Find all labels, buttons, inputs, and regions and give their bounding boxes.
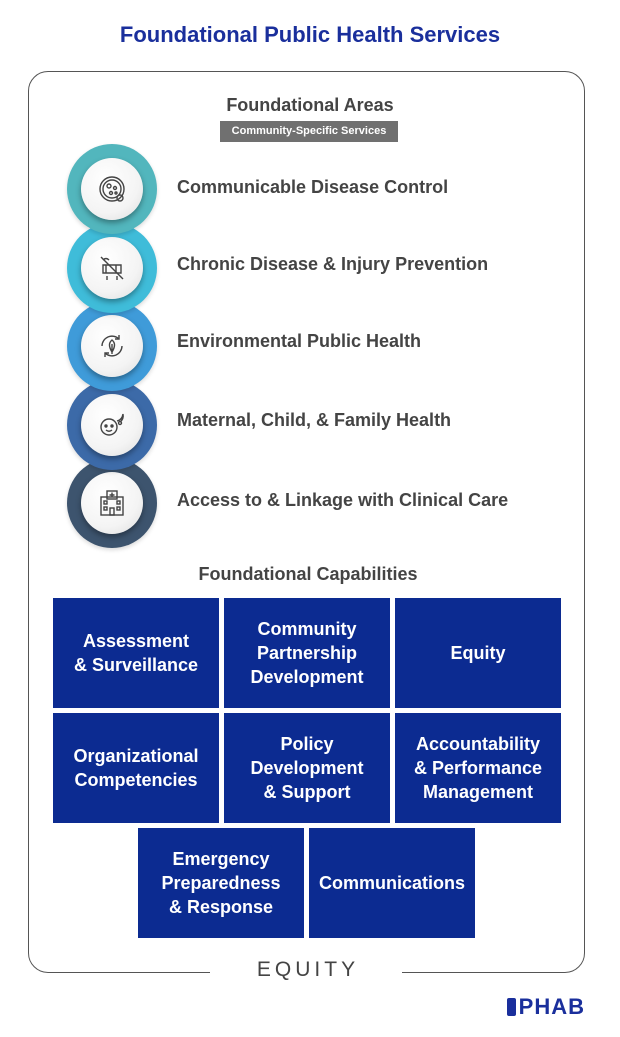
baby-stethoscope-icon: [94, 407, 130, 443]
community-specific-badge: Community-Specific Services: [220, 121, 398, 142]
capability-policy: Policy Development & Support: [224, 713, 390, 823]
hospital-icon: [94, 485, 130, 521]
capability-organizational: Organizational Competencies: [53, 713, 219, 823]
page-title: Foundational Public Health Services: [119, 22, 501, 47]
area-label-communicable-disease: Communicable Disease Control: [177, 177, 449, 197]
area-ring-maternal-child: [67, 380, 157, 470]
leaf-cycle-icon: [94, 328, 130, 364]
capability-assessment: Assessment & Surveillance: [53, 598, 219, 708]
area-label-clinical-care: Access to & Linkage with Clinical Care: [177, 490, 509, 510]
equity-label: EQUITY: [256, 958, 360, 981]
capability-emergency: Emergency Preparedness & Response: [138, 828, 304, 938]
no-smoking-icon: [94, 250, 130, 286]
capability-equity: Equity: [395, 598, 561, 708]
logo-mark-icon: [507, 998, 516, 1016]
area-label-maternal-child: Maternal, Child, & Family Health: [177, 410, 452, 430]
area-label-chronic-disease: Chronic Disease & Injury Prevention: [177, 254, 489, 274]
area-ring-chronic-disease: [67, 223, 157, 313]
foundational-capabilities-heading: Foundational Capabilities: [198, 564, 418, 584]
area-ring-communicable-disease: [67, 144, 157, 234]
phab-logo: [507, 994, 585, 1020]
area-ring-clinical-care: [67, 458, 157, 548]
petri-dish-icon: [94, 171, 130, 207]
capability-accountability: Accountability & Performance Management: [395, 713, 561, 823]
area-ring-environmental: [67, 301, 157, 391]
logo-text: PHAB: [518, 994, 585, 1019]
capability-communications: Communications: [309, 828, 475, 938]
area-label-environmental: Environmental Public Health: [177, 331, 422, 351]
foundational-areas-heading: Foundational Areas: [226, 95, 394, 115]
capability-community-partnership: Community Partnership Development: [224, 598, 390, 708]
